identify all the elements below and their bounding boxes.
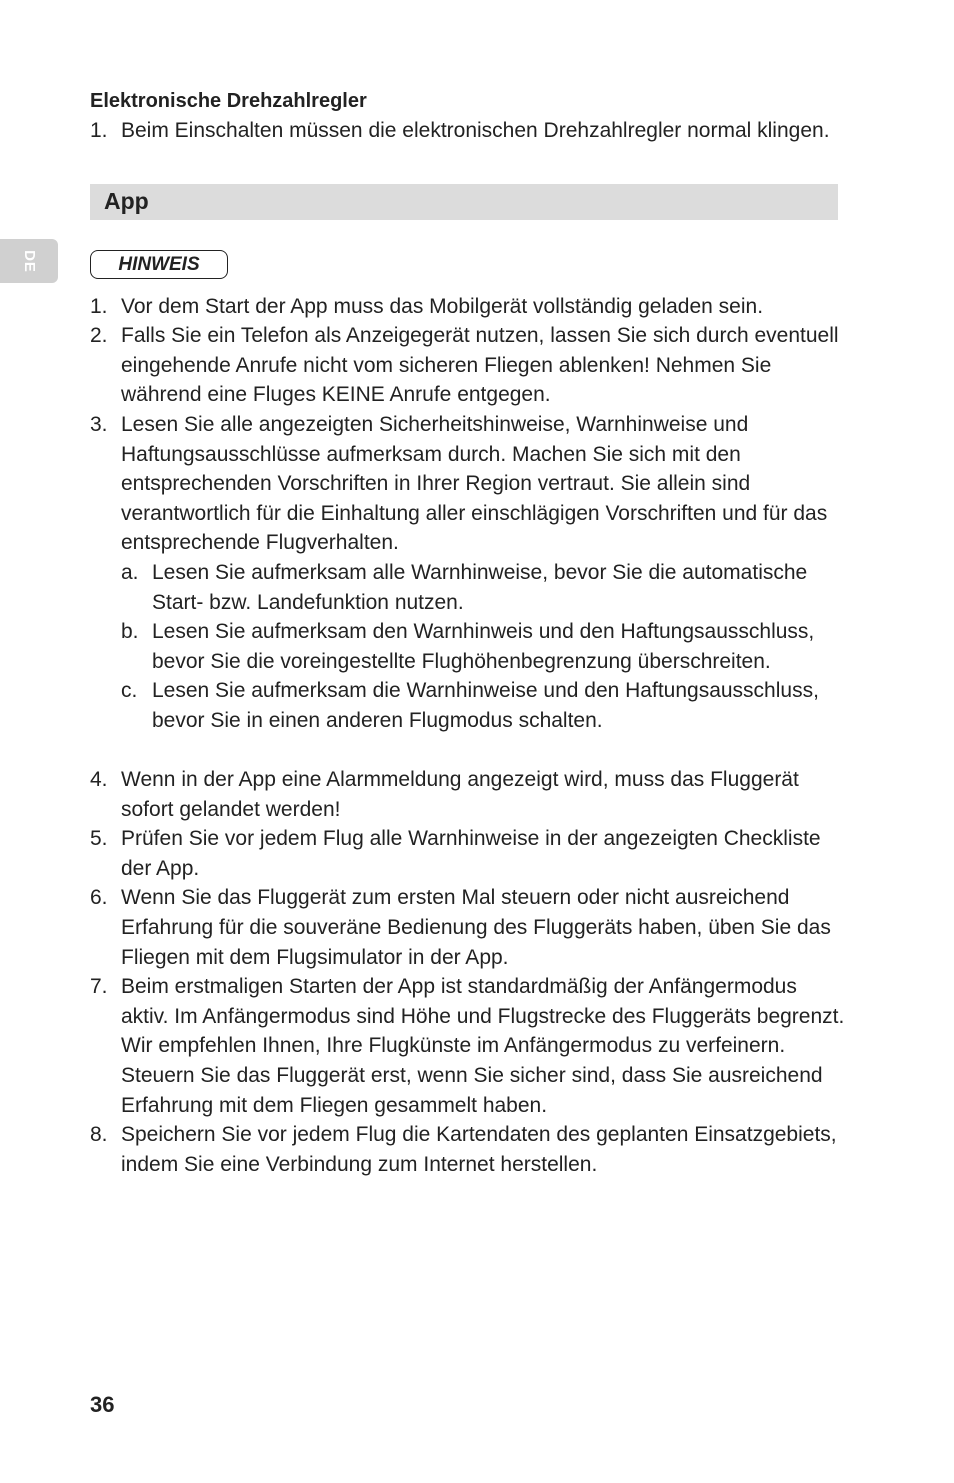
item-text: Prüfen Sie vor jedem Flug alle Warnhinweise in der angezeigten Checkliste der App. xyxy=(121,827,821,880)
item-number: 1. xyxy=(90,119,108,142)
language-tab xyxy=(0,239,58,283)
item-number: 8. xyxy=(90,1123,108,1147)
list-item xyxy=(90,765,850,824)
notice-label: HINWEIS xyxy=(90,250,228,279)
item-number: 4. xyxy=(90,768,108,792)
list-item xyxy=(90,410,850,736)
app-notice-list xyxy=(90,292,850,1180)
sub-item-letter: c. xyxy=(121,679,138,703)
list-item xyxy=(90,883,850,972)
item-number: 5. xyxy=(90,827,108,851)
section-header-bar xyxy=(90,184,838,220)
sub-list-item xyxy=(121,617,850,676)
sub-item-text: Lesen Sie aufmerksam die Warnhinweise und den Haftungsausschluss, bevor Sie in einen anderen Flugmodus schalten. xyxy=(152,679,819,732)
item-text: Vor dem Start der App muss das Mobilgerät vollständig geladen sein. xyxy=(121,294,764,318)
list-spacer xyxy=(90,736,850,766)
list-item xyxy=(90,972,850,1120)
language-tab-label: DE xyxy=(20,249,38,273)
item-number: 7. xyxy=(90,975,108,999)
section-title: App xyxy=(104,188,149,215)
item-number: 6. xyxy=(90,886,108,910)
list-item xyxy=(90,292,850,322)
list-item xyxy=(90,321,850,410)
list-item xyxy=(90,824,850,883)
sub-list-item xyxy=(121,558,850,617)
page-content xyxy=(90,86,850,1179)
item-number: 3. xyxy=(90,412,108,436)
item-text: Lesen Sie alle angezeigten Sicherheitshinweise, Warnhinweise und Haftungsausschlüsse aufmerksam durch. Machen Sie sich mit den entsprechenden Vorschriften in Ihrer Region vertraut. Sie allein sind verantwortlich für die Einhaltung aller einschlägigen Vorschriften und für das entsprechende Flugverhalten. xyxy=(121,412,828,555)
item-text: Speichern Sie vor jedem Flug die Kartendaten des geplanten Einsatzgebiets, indem Sie eine Verbindung zum Internet herstellen. xyxy=(121,1123,837,1176)
sub-item-text: Lesen Sie aufmerksam den Warnhinweis und den Haftungsausschluss, bevor Sie die voreingestellte Flughöhenbegrenzung überschreiten. xyxy=(152,620,815,673)
item-body xyxy=(121,410,850,736)
sub-item-letter: b. xyxy=(121,620,139,644)
sub-item-letter: a. xyxy=(121,560,139,584)
esc-list xyxy=(90,116,850,146)
item-text: Falls Sie ein Telefon als Anzeigegerät nutzen, lassen Sie sich durch eventuell eingehende Anrufe nicht vom sicheren Fliegen ablenken! Nehmen Sie während eine Fluges KEINE Anrufe entgegen. xyxy=(121,324,839,407)
list-item xyxy=(90,116,850,146)
page-number: 36 xyxy=(90,1392,115,1417)
list-item xyxy=(90,1120,850,1179)
esc-heading: Elektronische Drehzahlregler xyxy=(90,90,367,112)
item-number: 1. xyxy=(90,294,108,318)
item-number: 2. xyxy=(90,324,108,348)
item-text: Wenn in der App eine Alarmmeldung angezeigt wird, muss das Fluggerät sofort gelandet werden! xyxy=(121,768,799,821)
item-text: Beim erstmaligen Starten der App ist standardmäßig der Anfängermodus aktiv. Im Anfängermodus sind Höhe und Flugstrecke des Fluggeräts begrenzt. Wir empfehlen Ihnen, Ihre Flugkünste im Anfängermodus zu verfeinern. Steuern Sie das Fluggerät erst, wenn Sie sicher sind, dass Sie ausreichend Erfahrung mit dem Fliegen gesammelt haben. xyxy=(121,975,845,1117)
sub-item-text: Lesen Sie aufmerksam alle Warnhinweise, bevor Sie die automatische Start- bzw. Landefunktion nutzen. xyxy=(152,560,808,614)
item-text: Wenn Sie das Fluggerät zum ersten Mal steuern oder nicht ausreichend Erfahrung für die souveräne Bedienung des Fluggeräts haben, üben Sie das Fliegen mit dem Flugsimulator in der App. xyxy=(121,886,831,969)
item-text: Beim Einschalten müssen die elektronischen Drehzahlregler normal klingen. xyxy=(121,119,830,142)
sub-list xyxy=(121,558,850,736)
sub-list-item xyxy=(121,676,850,735)
